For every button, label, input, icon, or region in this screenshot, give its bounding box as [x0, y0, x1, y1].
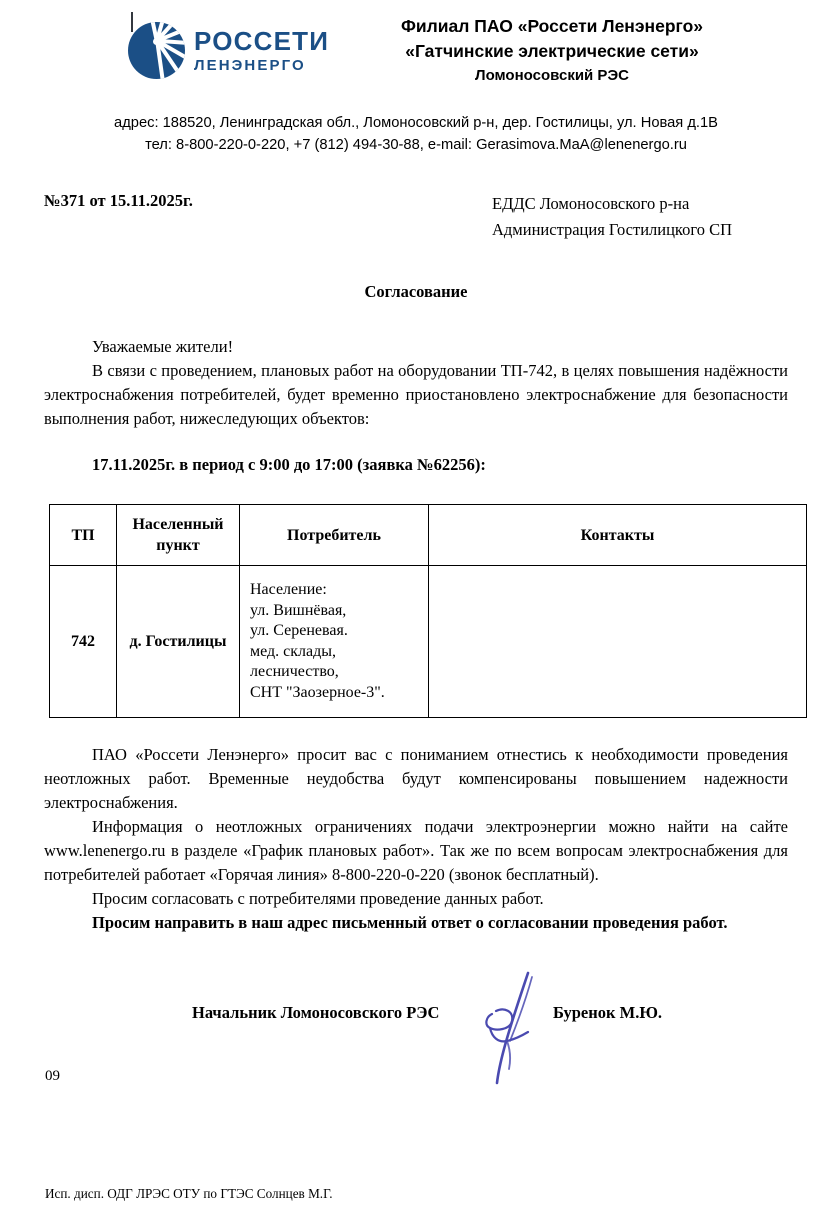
consumer-line: Население: — [250, 581, 327, 598]
organization-line-1: Филиал ПАО «Россети Ленэнерго» — [400, 16, 704, 36]
closing-paragraph-4: Просим направить в наш адрес письменный ответ о согласовании проведения работ. — [92, 913, 728, 932]
consumer-line: ул. Сереневая. — [250, 622, 348, 639]
cell-tp: 742 — [50, 566, 117, 718]
intro-paragraph: В связи с проведением, плановых работ на оборудовании ТП-742, в целях повышения надёжности электроснабжения потребителей, будет временно приостановлено электроснабжение для безопасности выполнения работ, нижеследующих объектов: — [44, 361, 788, 428]
header-contacts: Контакты — [429, 505, 807, 566]
cell-settlement: д. Гостилицы — [117, 566, 240, 718]
header-tp: ТП — [50, 505, 117, 566]
consumer-line: лесничество, — [250, 663, 339, 680]
phone-email-line: тел: 8-800-220-0-220, +7 (812) 494-30-88, e-mail: Gerasimova.MaA@lenenergo.ru — [145, 137, 687, 153]
header-settlement: Населенный пункт — [117, 505, 240, 566]
consumer-line: СНТ "Заозерное-3". — [250, 683, 385, 701]
organization-line-3: Ломоносовский РЭС — [475, 67, 629, 84]
consumer-line: ул. Вишнёвая, — [250, 601, 347, 619]
closing-paragraph-2: Информация о неотложных ограничениях подачи электроэнергии можно найти на сайте www.lenenergo.ru в разделе «График плановых работ». Так же по всем вопросам электроснабжения для потребителей работает «Горячая линия» 8-800-220-0-220 (звонок бесплатный). — [44, 817, 788, 884]
address-line: адрес: 188520, Ленинградская обл., Ломоносовский р-н, дер. Гостилицы, ул. Новая д.1В — [114, 115, 718, 131]
closing-section — [44, 743, 788, 935]
executor-line: Исп. дисп. ОДГ ЛРЭС ОТУ по ГТЭС Солнцев М.Г. — [45, 1186, 333, 1201]
contact-details — [0, 112, 832, 156]
greeting-line: Уважаемые жители! — [92, 337, 234, 356]
document-body — [0, 335, 832, 935]
recipients-block — [492, 191, 732, 243]
closing-paragraph-3: Просим согласовать с потребителями проведение данных работ. — [92, 889, 544, 908]
header-consumer: Потребитель — [240, 505, 429, 566]
logo-brand-primary: РОССЕТИ — [194, 26, 330, 56]
organization-title — [300, 14, 804, 87]
cell-contacts — [429, 566, 807, 718]
signatory-name: Буренок М.Ю. — [553, 1003, 663, 1022]
rosseti-sunburst-logo — [128, 22, 185, 79]
document-header — [0, 0, 832, 106]
consumer-line: мед. склады, — [250, 642, 337, 660]
document-number-date: №371 от 15.11.2025г. — [44, 191, 193, 210]
signatory-title: Начальник Ломоносовского РЭС — [192, 1003, 440, 1022]
company-logo — [128, 22, 329, 79]
logo-brand-secondary: ЛЕНЭНЕРГО — [194, 57, 306, 74]
closing-paragraph-1: ПАО «Россети Ленэнерго» просит вас с пониманием отнестись к необходимости проведения неотложных работ. Временные неудобства будут компенсированы повышением надежности электроснабжения. — [44, 745, 788, 812]
table-header-row — [50, 505, 807, 566]
organization-line-2: «Гатчинские электрические сети» — [405, 41, 699, 61]
recipient-line-1: ЕДДС Ломоносовского р-на — [492, 194, 690, 213]
reference-row — [0, 191, 832, 243]
signature-block — [0, 981, 832, 1091]
handwritten-signature — [466, 971, 566, 1086]
outage-table — [49, 504, 807, 718]
recipient-line-2: Администрация Гостилицкого СП — [492, 220, 733, 239]
table-row — [50, 566, 807, 718]
outage-schedule-line: 17.11.2025г. в период с 9:00 до 17:00 (заявка №62256): — [92, 455, 486, 474]
document-title: Согласование — [364, 282, 468, 301]
page-mark: 09 — [45, 1068, 60, 1084]
cell-consumer — [240, 566, 429, 718]
